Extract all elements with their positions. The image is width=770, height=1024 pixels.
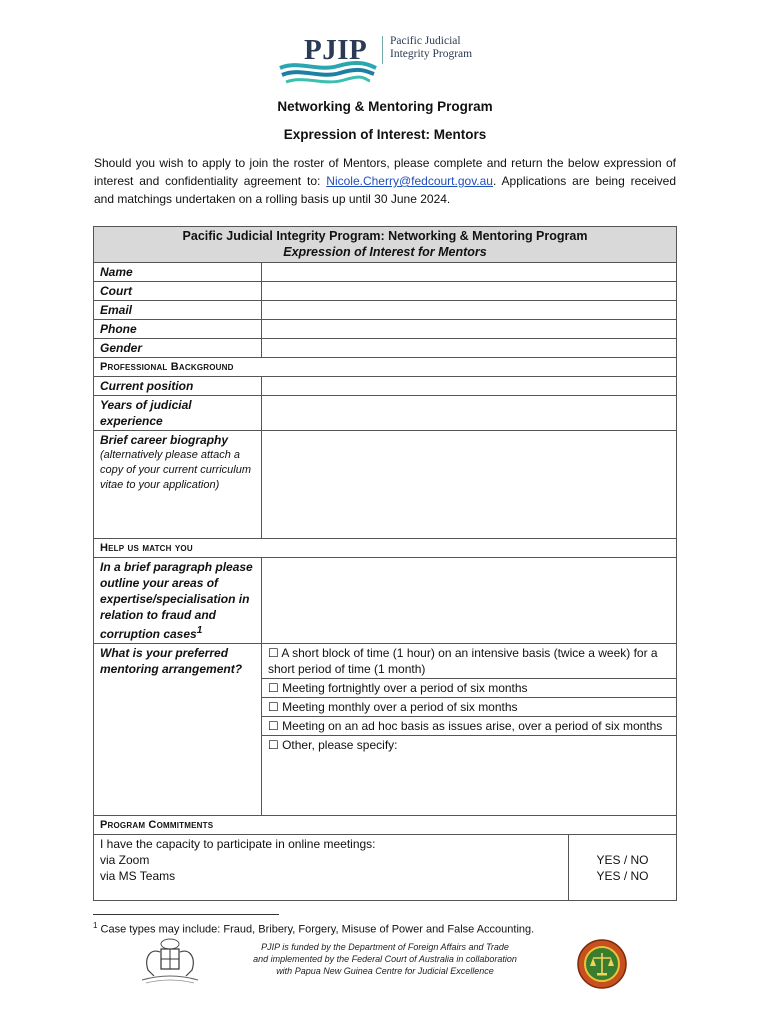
via-teams-label: via MS Teams	[100, 869, 176, 883]
court-label: Court	[94, 282, 262, 301]
section-program-commitments: Program Commitments	[94, 816, 677, 835]
expertise-label	[94, 558, 262, 644]
email-label: Email	[94, 301, 262, 320]
logo-waves-icon	[278, 58, 378, 88]
expertise-field[interactable]	[262, 558, 677, 644]
gender-field[interactable]	[262, 339, 677, 358]
funding-line3: with Papua New Guinea Centre for Judicial Excellence	[276, 966, 494, 976]
name-field[interactable]	[262, 263, 677, 282]
yes-no-cell	[569, 835, 677, 901]
form-header-title: Pacific Judicial Integrity Program: Networking & Mentoring Program	[182, 229, 588, 243]
arrangement-option-adhoc[interactable]: ☐ Meeting on an ad hoc basis as issues arise, over a period of six months	[262, 717, 677, 736]
arrangement-option-other[interactable]: ☐ Other, please specify:	[262, 736, 677, 816]
logo-acronym: PJIP	[304, 34, 368, 66]
arrangement-label: What is your preferred mentoring arrangement?	[94, 644, 262, 816]
contact-email-link[interactable]: Nicole.Cherry@fedcourt.gov.au	[326, 174, 493, 188]
intro-text-start: Should you wish to apply to join the roster of Mentors, please complete and return the below expression of interest and confidentiality agreement to:	[94, 156, 676, 188]
career-bio-label: Brief career biography	[100, 433, 229, 447]
logo-name-line2: Integrity Program	[390, 47, 473, 60]
arrangement-option-monthly[interactable]: ☐ Meeting monthly over a period of six months	[262, 698, 677, 717]
court-field[interactable]	[262, 282, 677, 301]
current-position-field[interactable]	[262, 377, 677, 396]
current-position-label: Current position	[94, 377, 262, 396]
footnote	[93, 921, 534, 936]
phone-label: Phone	[94, 320, 262, 339]
form-header-subtitle: Expression of Interest for Mentors	[283, 245, 487, 259]
australian-coat-of-arms-icon	[136, 936, 204, 986]
logo-program-name	[390, 35, 472, 60]
email-field[interactable]	[262, 301, 677, 320]
career-bio-note: (alternatively please attach a copy of your current curriculum vitae to your application)	[100, 449, 251, 491]
section-professional-background: Professional Background	[94, 358, 677, 377]
page-title: Networking & Mentoring Program	[277, 99, 493, 114]
career-bio-field[interactable]	[262, 431, 677, 539]
capacity-cell	[94, 835, 569, 901]
via-zoom-label: via Zoom	[100, 853, 150, 867]
arrangement-option-intensive[interactable]: ☐ A short block of time (1 hour) on an intensive basis (twice a week) for a short period of time (1 month)	[262, 644, 677, 679]
arrangement-option-fortnightly[interactable]: ☐ Meeting fortnightly over a period of six months	[262, 679, 677, 698]
page-subtitle: Expression of Interest: Mentors	[283, 127, 487, 142]
years-experience-field[interactable]	[262, 396, 677, 431]
phone-field[interactable]	[262, 320, 677, 339]
teams-yes-no[interactable]: YES / NO	[596, 869, 649, 883]
expression-of-interest-form	[93, 226, 677, 901]
section-help-match: Help us match you	[94, 539, 677, 558]
intro-text-end: . Applications are being received and matchings undertaken on a rolling basis up until 30 June 2024.	[94, 174, 677, 206]
years-experience-label: Years of judicial experience	[94, 396, 262, 431]
funding-statement	[230, 941, 540, 977]
logo-name-line1: Pacific Judicial	[390, 35, 461, 47]
gender-label: Gender	[94, 339, 262, 358]
logo-divider	[382, 36, 383, 64]
name-label: Name	[94, 263, 262, 282]
pjip-logo	[278, 32, 498, 90]
footnote-text: Case types may include: Fraud, Bribery, Forgery, Misuse of Power and False Accounting.	[100, 923, 535, 936]
funding-line2: and implemented by the Federal Court of Australia in collaboration	[253, 954, 517, 964]
intro-paragraph	[94, 154, 676, 208]
expertise-footnote-mark: 1	[196, 625, 203, 636]
career-bio-label-cell	[94, 431, 262, 539]
zoom-yes-no[interactable]: YES / NO	[596, 853, 649, 867]
footnote-divider	[93, 914, 279, 915]
funding-line1: PJIP is funded by the Department of Foreign Affairs and Trade	[261, 942, 509, 952]
png-judicial-excellence-seal-icon	[576, 938, 628, 990]
expertise-question: In a brief paragraph please outline your areas of expertise/specialisation in relation to fraud and corruption cases	[100, 560, 253, 641]
form-header	[94, 227, 677, 263]
footnote-mark: 1	[93, 921, 98, 930]
capacity-question: I have the capacity to participate in online meetings:	[100, 837, 376, 851]
